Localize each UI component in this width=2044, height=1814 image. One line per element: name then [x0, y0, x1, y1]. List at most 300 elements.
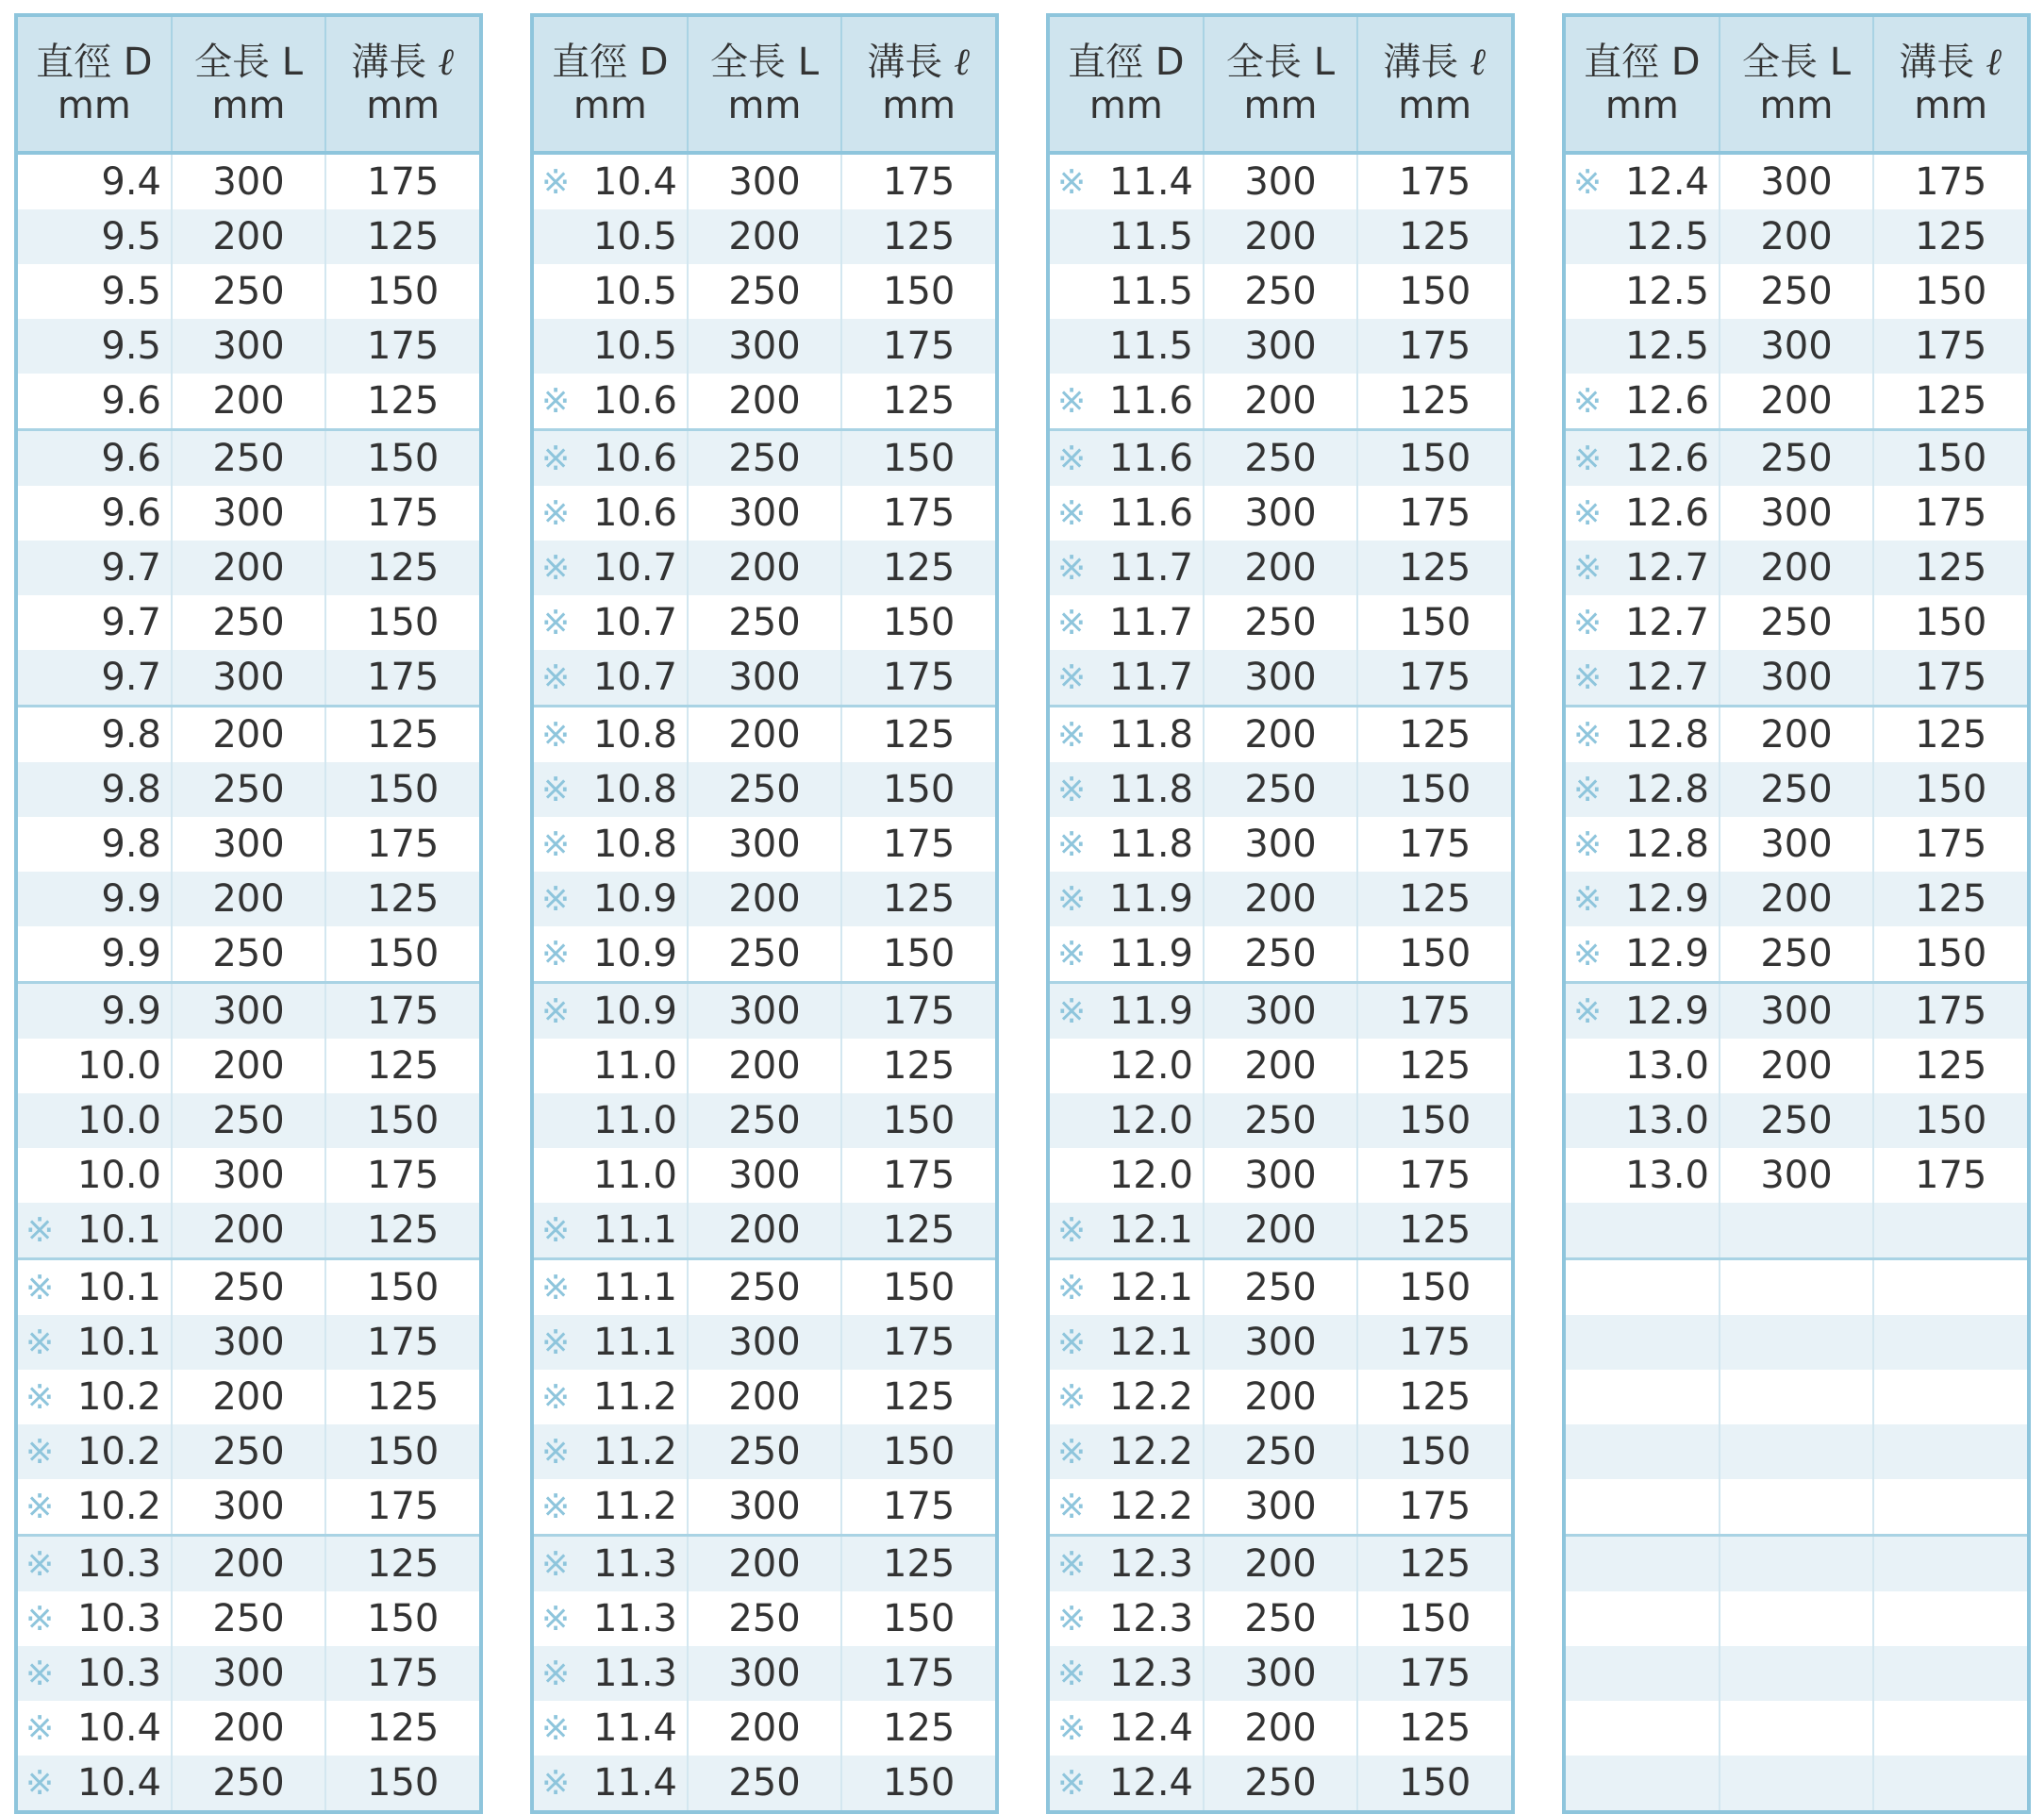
table-row: [1566, 1756, 2027, 1810]
diameter-cell: [1050, 431, 1205, 486]
table-row: [1050, 209, 1511, 264]
total-length-cell: 300: [1205, 1315, 1359, 1370]
diameter-value: 10.0: [76, 1044, 161, 1088]
total-length-cell: 200: [1205, 1701, 1359, 1756]
total-length-cell: 300: [1720, 319, 1875, 374]
total-length-cell: 300: [1720, 155, 1875, 209]
flute-length-cell: 175: [367, 1485, 440, 1528]
table-row: [1566, 374, 2027, 428]
header-flute-length-text: 溝長: [867, 41, 943, 84]
diameter-cell: [1050, 762, 1205, 817]
flute-length-cell: 150: [367, 1597, 440, 1640]
size-table-4: [1562, 13, 2031, 1814]
table-row: [18, 1646, 479, 1701]
diameter-value: 9.7: [101, 601, 161, 644]
header-total-length-unit: mm: [1243, 84, 1318, 127]
total-length-cell: 300: [1205, 486, 1359, 541]
reference-mark-icon: ※: [25, 1544, 55, 1584]
reference-mark-icon: ※: [1057, 1323, 1087, 1362]
diameter-value: 10.6: [592, 491, 677, 535]
header-diameter: [1566, 17, 1720, 151]
flute-length-cell: 125: [1915, 1044, 1987, 1088]
flute-length-cell: 125: [1399, 1208, 1471, 1252]
table-row: [534, 155, 995, 209]
diameter-cell: [1050, 1756, 1205, 1810]
total-length-cell: 300: [1205, 1479, 1359, 1534]
total-length-cell: 200: [689, 1537, 843, 1591]
diameter-cell: [1050, 926, 1205, 981]
diameter-cell: [1050, 1424, 1205, 1479]
diameter-value: 12.1: [1108, 1208, 1193, 1252]
total-length-cell: 250: [1720, 264, 1875, 319]
table-row: [1566, 264, 2027, 319]
diameter-value: 12.8: [1624, 768, 1709, 811]
table-row: [534, 1039, 995, 1093]
table-row: [1566, 817, 2027, 872]
flute-length-cell: 175: [367, 160, 440, 204]
flute-length-cell: 150: [883, 1761, 956, 1805]
diameter-cell: [534, 374, 689, 428]
size-table-2: [530, 13, 999, 1814]
total-length-cell: 300: [173, 1646, 327, 1701]
table-row: [1050, 264, 1511, 319]
diameter-value: 12.3: [1108, 1597, 1193, 1640]
table-row: [18, 1093, 479, 1148]
total-length-cell: 250: [1205, 1093, 1359, 1148]
flute-length-cell: 175: [883, 1485, 956, 1528]
reference-mark-icon: ※: [1573, 879, 1603, 919]
diameter-value: 12.2: [1108, 1375, 1193, 1419]
diameter-cell: [534, 1424, 689, 1479]
diameter-value: 10.8: [592, 823, 677, 866]
flute-length-cell: 175: [883, 491, 956, 535]
reference-mark-icon: ※: [25, 1708, 55, 1748]
diameter-cell: [18, 1591, 173, 1646]
reference-mark-icon: ※: [1057, 548, 1087, 588]
flute-length-cell: 150: [1915, 601, 1987, 644]
reference-mark-icon: ※: [541, 715, 571, 755]
diameter-value: 12.5: [1624, 215, 1709, 258]
diameter-cell: [1566, 872, 1720, 926]
total-length-cell: 250: [173, 762, 327, 817]
header-total-length: [1720, 17, 1875, 151]
total-length-cell: 250: [1205, 431, 1359, 486]
flute-length-cell: 150: [367, 1761, 440, 1805]
total-length-cell: 300: [1720, 984, 1875, 1039]
reference-mark-icon: ※: [1057, 1544, 1087, 1584]
diameter-cell: [1050, 1093, 1205, 1148]
table-row: [18, 541, 479, 595]
flute-length-cell: 150: [1399, 1099, 1471, 1142]
total-length-cell: [1720, 1591, 1875, 1646]
diameter-cell: [18, 431, 173, 486]
reference-mark-icon: ※: [541, 934, 571, 974]
header-diameter-label: [1584, 41, 1701, 84]
diameter-cell: [1566, 431, 1720, 486]
total-length-cell: 250: [1205, 762, 1359, 817]
flute-length-cell: 150: [367, 768, 440, 811]
flute-length-cell: 125: [1915, 546, 1987, 590]
reference-mark-icon: ※: [25, 1487, 55, 1526]
total-length-cell: 300: [689, 1315, 843, 1370]
diameter-cell: [18, 707, 173, 762]
diameter-cell: [18, 984, 173, 1039]
table-row: [534, 209, 995, 264]
reference-mark-icon: ※: [541, 548, 571, 588]
table-row: [534, 872, 995, 926]
table-row: [18, 1370, 479, 1424]
flute-length-cell: 150: [1399, 1761, 1471, 1805]
table-row: [1566, 981, 2027, 1039]
total-length-cell: 250: [689, 1756, 843, 1810]
table-row: [18, 486, 479, 541]
table-row: [18, 650, 479, 705]
table-row: [1566, 872, 2027, 926]
table-row: [1566, 1257, 2027, 1315]
total-length-cell: 200: [1205, 1039, 1359, 1093]
total-length-cell: [1720, 1260, 1875, 1315]
reference-mark-icon: ※: [1057, 934, 1087, 974]
diameter-cell: [1566, 1039, 1720, 1093]
table-row: [1566, 1315, 2027, 1370]
header-flute-length-unit: mm: [366, 84, 440, 127]
header-total-length: [1205, 17, 1359, 151]
reference-mark-icon: ※: [541, 1763, 571, 1803]
table-row: [534, 1093, 995, 1148]
diameter-value: 10.3: [76, 1597, 161, 1640]
flute-length-cell: 150: [883, 270, 956, 313]
flute-length-cell: 150: [1399, 270, 1471, 313]
diameter-value: 12.4: [1108, 1761, 1193, 1805]
table-row: [18, 1701, 479, 1756]
total-length-cell: 250: [689, 762, 843, 817]
total-length-cell: 250: [1720, 595, 1875, 650]
flute-length-cell: 125: [367, 1375, 440, 1419]
total-length-cell: 200: [1205, 1203, 1359, 1257]
total-length-cell: 300: [689, 984, 843, 1039]
flute-length-cell: 150: [883, 932, 956, 975]
diameter-cell: [534, 486, 689, 541]
table-row: [1566, 1701, 2027, 1756]
diameter-value: 10.1: [76, 1321, 161, 1364]
reference-mark-icon: ※: [1573, 934, 1603, 974]
total-length-cell: [1720, 1646, 1875, 1701]
diameter-cell: [1566, 486, 1720, 541]
reference-mark-icon: ※: [541, 824, 571, 864]
flute-length-cell: 175: [1399, 1485, 1471, 1528]
total-length-cell: 250: [689, 926, 843, 981]
reference-mark-icon: ※: [25, 1432, 55, 1472]
table-row: [1566, 428, 2027, 486]
diameter-value: 10.5: [592, 215, 677, 258]
diameter-value: 10.2: [76, 1485, 161, 1528]
table-row: [534, 1534, 995, 1591]
flute-length-cell: 150: [1915, 1099, 1987, 1142]
diameter-cell: [18, 1039, 173, 1093]
diameter-value: 9.6: [101, 491, 161, 535]
table-row: [18, 762, 479, 817]
header-total-length-label: [710, 41, 819, 84]
total-length-cell: 300: [1205, 650, 1359, 705]
diameter-cell: [1566, 1537, 1720, 1591]
diameter-value: 9.5: [101, 215, 161, 258]
reference-mark-icon: ※: [1057, 1377, 1087, 1417]
flute-length-cell: 150: [1399, 768, 1471, 811]
reference-mark-icon: ※: [541, 770, 571, 809]
diameter-value: 9.7: [101, 546, 161, 590]
diameter-cell: [1566, 155, 1720, 209]
total-length-cell: 200: [1720, 374, 1875, 428]
diameter-value: 10.1: [76, 1208, 161, 1252]
diameter-value: 11.0: [592, 1099, 677, 1142]
total-length-cell: 300: [1205, 155, 1359, 209]
flute-length-cell: 175: [1915, 325, 1987, 368]
flute-length-cell: 175: [1915, 656, 1987, 699]
table-row: [18, 1315, 479, 1370]
table-row: [1050, 1257, 1511, 1315]
reference-mark-icon: ※: [1573, 548, 1603, 588]
header-flute-length-label: [867, 41, 971, 84]
table-row: [1050, 762, 1511, 817]
table-row: [1050, 705, 1511, 762]
diameter-value: 12.0: [1108, 1154, 1193, 1197]
total-length-cell: 300: [1720, 486, 1875, 541]
diameter-value: 12.2: [1108, 1430, 1193, 1473]
diameter-value: 10.0: [76, 1154, 161, 1197]
diameter-cell: [534, 872, 689, 926]
header-total-length-label: [1226, 41, 1335, 84]
flute-length-cell: 175: [1399, 1154, 1471, 1197]
diameter-value: 12.7: [1624, 601, 1709, 644]
reference-mark-icon: ※: [25, 1599, 55, 1639]
diameter-value: 12.9: [1624, 990, 1709, 1033]
diameter-cell: [1566, 1203, 1720, 1257]
table-row: [1566, 319, 2027, 374]
flute-length-cell: 125: [883, 1706, 956, 1750]
diameter-value: 10.8: [592, 713, 677, 757]
total-length-cell: 200: [173, 209, 327, 264]
total-length-cell: 200: [173, 1701, 327, 1756]
flute-length-cell: 150: [367, 270, 440, 313]
reference-mark-icon: ※: [1057, 439, 1087, 478]
table-row: [1050, 1148, 1511, 1203]
total-length-cell: 300: [1720, 650, 1875, 705]
header-flute-length: [842, 17, 995, 151]
flute-length-cell: 150: [1915, 932, 1987, 975]
diameter-cell: [1050, 1260, 1205, 1315]
total-length-cell: 200: [689, 1701, 843, 1756]
diameter-value: 10.4: [76, 1706, 161, 1750]
flute-length-cell: [1874, 1646, 2027, 1701]
diameter-value: 11.1: [592, 1321, 677, 1364]
flute-length-cell: 150: [1399, 437, 1471, 480]
reference-mark-icon: ※: [1573, 991, 1603, 1031]
header-flute-length-unit: mm: [1914, 84, 1988, 127]
table-row: [1050, 1203, 1511, 1257]
table-row: [1050, 1039, 1511, 1093]
diameter-cell: [1050, 1039, 1205, 1093]
reference-mark-icon: ※: [1057, 657, 1087, 697]
total-length-cell: 250: [1205, 1424, 1359, 1479]
flute-length-cell: 175: [367, 325, 440, 368]
table-header: [18, 17, 479, 155]
table-row: [1050, 541, 1511, 595]
total-length-cell: 250: [173, 595, 327, 650]
flute-length-cell: 175: [1399, 1321, 1471, 1364]
diameter-cell: [18, 1646, 173, 1701]
diameter-value: 9.5: [101, 270, 161, 313]
diameter-value: 11.2: [592, 1430, 677, 1473]
reference-mark-icon: ※: [541, 381, 571, 421]
diameter-cell: [534, 264, 689, 319]
diameter-cell: [534, 1646, 689, 1701]
total-length-cell: 200: [1720, 1039, 1875, 1093]
total-length-cell: 200: [173, 872, 327, 926]
diameter-value: 11.8: [1108, 823, 1193, 866]
flute-length-cell: 175: [1915, 823, 1987, 866]
flute-length-cell: 125: [1399, 1375, 1471, 1419]
total-length-cell: 300: [1205, 319, 1359, 374]
reference-mark-icon: ※: [541, 1708, 571, 1748]
diameter-value: 11.6: [1108, 379, 1193, 423]
header-total-length-unit: mm: [727, 84, 802, 127]
flute-length-cell: 125: [1915, 877, 1987, 921]
table-row: [1566, 1646, 2027, 1701]
table-row: [1050, 319, 1511, 374]
diameter-value: 11.0: [592, 1154, 677, 1197]
reference-mark-icon: ※: [541, 991, 571, 1031]
table-row: [534, 981, 995, 1039]
flute-length-cell: 125: [367, 877, 440, 921]
flute-length-cell: [1874, 1756, 2027, 1810]
flute-length-cell: 150: [367, 932, 440, 975]
diameter-cell: [1050, 1537, 1205, 1591]
table-row: [1050, 155, 1511, 209]
flute-length-cell: 125: [367, 713, 440, 757]
diameter-value: 11.9: [1108, 990, 1193, 1033]
diameter-cell: [1050, 595, 1205, 650]
reference-mark-icon: ※: [541, 603, 571, 642]
table-row: [18, 1591, 479, 1646]
header-total-length-unit: mm: [1759, 84, 1834, 127]
diameter-cell: [1566, 1315, 1720, 1370]
diameter-value: 10.9: [592, 877, 677, 921]
flute-length-cell: 175: [1399, 1652, 1471, 1695]
header-total-length-text: 全長 L: [710, 41, 819, 84]
diameter-cell: [18, 1479, 173, 1534]
flute-length-cell: 125: [1399, 379, 1471, 423]
diameter-cell: [534, 1537, 689, 1591]
total-length-cell: 200: [1720, 209, 1875, 264]
flute-length-cell: 125: [1915, 379, 1987, 423]
diameter-value: 11.7: [1108, 601, 1193, 644]
diameter-value: 11.0: [592, 1044, 677, 1088]
diameter-value: 10.0: [76, 1099, 161, 1142]
diameter-cell: [18, 155, 173, 209]
flute-length-cell: 125: [367, 1208, 440, 1252]
table-row: [1050, 1534, 1511, 1591]
diameter-value: 11.6: [1108, 437, 1193, 480]
header-diameter: [1050, 17, 1205, 151]
table-row: [1566, 926, 2027, 981]
reference-mark-icon: ※: [25, 1268, 55, 1307]
diameter-cell: [1050, 541, 1205, 595]
diameter-cell: [1050, 817, 1205, 872]
reference-mark-icon: ※: [541, 1654, 571, 1693]
diameter-cell: [18, 1148, 173, 1203]
reference-mark-icon: ※: [1057, 1654, 1087, 1693]
reference-mark-icon: ※: [541, 1323, 571, 1362]
flute-length-cell: 150: [367, 601, 440, 644]
diameter-cell: [534, 1148, 689, 1203]
diameter-value: 12.5: [1624, 270, 1709, 313]
flute-length-cell: 175: [1399, 160, 1471, 204]
reference-mark-icon: ※: [541, 1432, 571, 1472]
diameter-value: 9.9: [101, 932, 161, 975]
flute-length-cell: 175: [1915, 990, 1987, 1033]
table-row: [534, 817, 995, 872]
total-length-cell: 250: [173, 264, 327, 319]
diameter-cell: [1050, 155, 1205, 209]
diameter-cell: [18, 1203, 173, 1257]
table-row: [1566, 155, 2027, 209]
diameter-cell: [534, 595, 689, 650]
table-row: [534, 1315, 995, 1370]
diameter-cell: [1566, 374, 1720, 428]
flute-length-cell: 150: [1399, 932, 1471, 975]
diameter-cell: [1050, 872, 1205, 926]
total-length-cell: 200: [689, 541, 843, 595]
diameter-value: 12.3: [1108, 1542, 1193, 1586]
diameter-cell: [534, 1315, 689, 1370]
table-row: [1050, 1701, 1511, 1756]
table-row: [1566, 1370, 2027, 1424]
flute-length-cell: 125: [367, 1542, 440, 1586]
total-length-cell: 250: [173, 1424, 327, 1479]
header-diameter: [18, 17, 173, 151]
diameter-value: 11.4: [1108, 160, 1193, 204]
reference-mark-icon: ※: [1057, 493, 1087, 533]
diameter-value: 12.5: [1624, 325, 1709, 368]
total-length-cell: 250: [1205, 1260, 1359, 1315]
table-row: [1566, 1039, 2027, 1093]
flute-length-cell: 175: [883, 823, 956, 866]
diameter-cell: [534, 926, 689, 981]
flute-length-cell: 175: [1915, 491, 1987, 535]
table-row: [1566, 209, 2027, 264]
diameter-value: 13.0: [1624, 1044, 1709, 1088]
diameter-value: 11.8: [1108, 713, 1193, 757]
diameter-value: 11.4: [592, 1706, 677, 1750]
diameter-value: 12.1: [1108, 1266, 1193, 1309]
header-flute-length-unit: mm: [1398, 84, 1472, 127]
total-length-cell: 250: [1205, 1756, 1359, 1810]
total-length-cell: 250: [1205, 1591, 1359, 1646]
header-diameter-unit: mm: [1088, 84, 1163, 127]
table-row: [1050, 872, 1511, 926]
table-row: [1566, 541, 2027, 595]
diameter-value: 9.6: [101, 437, 161, 480]
header-flute-length: [1358, 17, 1511, 151]
diameter-cell: [534, 1203, 689, 1257]
reference-mark-icon: ※: [25, 1654, 55, 1693]
diameter-cell: [18, 1424, 173, 1479]
table-row: [1566, 1424, 2027, 1479]
total-length-cell: [1720, 1479, 1875, 1534]
diameter-cell: [534, 984, 689, 1039]
header-diameter-text: 直徑 D: [1068, 41, 1185, 84]
table-row: [534, 1370, 995, 1424]
